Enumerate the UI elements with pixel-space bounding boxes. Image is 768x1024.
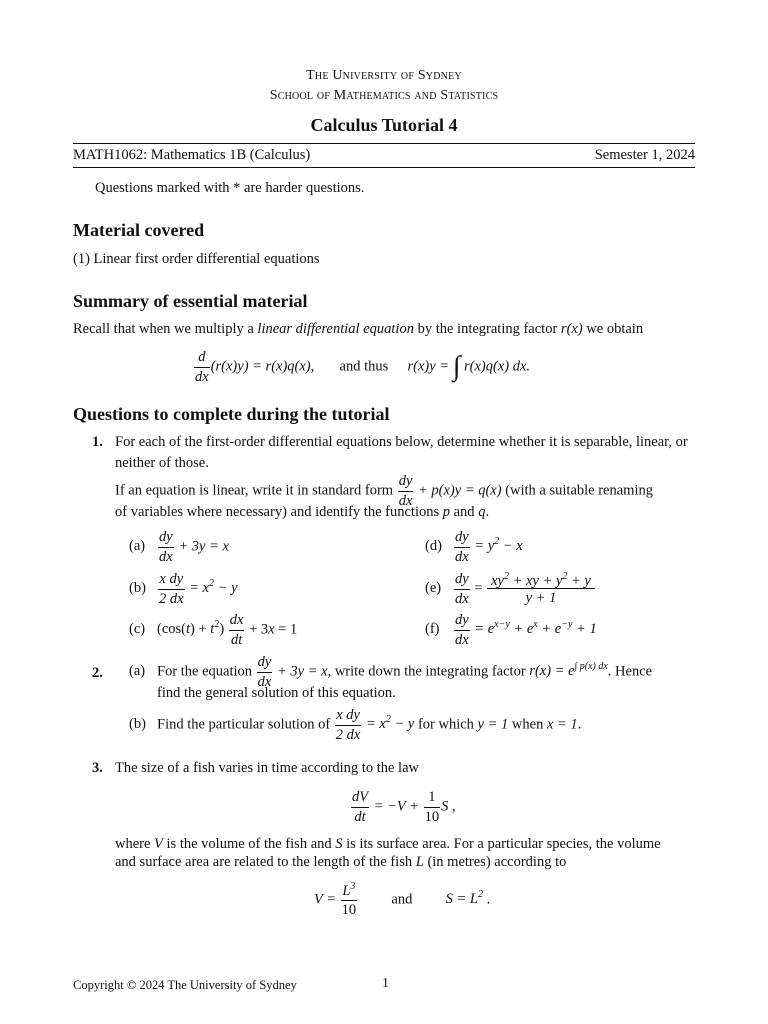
- school-name: School of Mathematics and Statistics: [269, 88, 499, 103]
- page-title: Calculus Tutorial 4: [310, 115, 458, 135]
- q1-part-c: (c) $(\cos(t) + t^2)$ $\frac{dx}{dt}$ + 3x = 1: [129, 612, 298, 648]
- question-1-identify: [115, 502, 697, 523]
- q3-growth-law: $\frac{dV}{dt}$ = −V + $\frac{1}{10}$ S ,: [352, 789, 456, 825]
- q1-part-f: (f) $\frac{dy}{dx}$ = $e^{x-y} + e^x + e^{-y} + 1$: [425, 612, 597, 648]
- q2-b-before: Find the particular solution of: [157, 716, 334, 733]
- question-3-number: 3.: [92, 760, 103, 776]
- page-number: 1: [382, 976, 389, 991]
- q3-and: and: [391, 891, 413, 908]
- question-2-number: 2.: [92, 665, 103, 681]
- q1-part-d: (d) $\frac{dy}{dx}$ = $y^2 - x$: [425, 529, 523, 565]
- q3-line2-b: is the volume of the fish and: [162, 836, 336, 852]
- q3-line2-a: where: [115, 836, 155, 852]
- university-name: The University of Sydney: [306, 68, 462, 83]
- q1-standard-after: (with a suitable renaming: [501, 482, 653, 499]
- summary-intro-before: Recall that when we multiply a: [73, 321, 258, 337]
- d-dx-fraction: $\frac{d}{dx}$: [195, 349, 209, 385]
- questions-heading: Questions to complete during the tutorial: [73, 404, 390, 424]
- q1-part-b: (b) $\frac{\text{x dy}}{2 dx}$ = $x^2 - y$: [129, 571, 238, 607]
- q1-and: and: [450, 504, 479, 520]
- q2-a-after: . Hence: [607, 663, 653, 680]
- question-1-standard-form: If an equation is linear, write it in standard form $\frac{dy}{dx}$ + p(x)y = q(x) (with a suitable renaming: [115, 473, 653, 509]
- question-3-intro: The size of a fish varies in time according to the law: [115, 760, 419, 776]
- question-3-line3: [115, 852, 697, 873]
- material-item: (1) Linear first order differential equations: [73, 251, 320, 267]
- summary-intro-var: r(x): [560, 321, 583, 337]
- integral-sign: ∫: [452, 351, 461, 382]
- q1-part-e-label: (e): [425, 580, 442, 597]
- q2-part-b: (b) Find the particular solution of $\frac{\text{x dy}}{2 dx}$ = $x^2 - y$ for which y = 1 when x = 1.: [129, 707, 582, 743]
- q3-S: S: [335, 836, 343, 852]
- course-row: [73, 147, 695, 164]
- q3-line3-b: (in metres) according to: [423, 854, 567, 870]
- q2-b-cond2: x = 1: [546, 716, 578, 733]
- summary-intro-emph: linear differential equation: [257, 321, 414, 337]
- q1-standard-before: If an equation is linear, write it in standard form: [115, 482, 397, 499]
- q1-part-e: (e) $\frac{dy}{dx}$ = $\frac{xy^2 + xy + y^2 + y}{y + 1}$: [425, 572, 596, 606]
- q1-p: p: [442, 504, 450, 520]
- q1-part-a: (a) $\frac{dy}{dx}$ + 3y = x: [129, 529, 229, 565]
- q1-period: .: [485, 504, 490, 520]
- q2-b-when: when: [508, 716, 547, 733]
- semester: Semester 1, 2024: [594, 147, 695, 163]
- q2-b-after: for which: [414, 716, 478, 733]
- q1-identify-text: of variables where necessary) and identify the functions: [115, 504, 443, 520]
- q1-part-c-label: (c): [129, 621, 146, 638]
- q1-part-f-label: (f): [425, 621, 440, 638]
- q2-part-a-line2: find the general solution of this equation.: [157, 685, 396, 701]
- q2-b-end: .: [577, 716, 582, 733]
- q1-part-a-label: (a): [129, 538, 146, 555]
- question-1-number: 1.: [92, 434, 103, 450]
- harder-note: Questions marked with * are harder questions.: [95, 180, 365, 196]
- q1-q: q: [478, 504, 486, 520]
- q3-L: L: [415, 854, 424, 870]
- q2-part-b-label: (b): [129, 716, 146, 733]
- summary-intro-end: we obtain: [582, 321, 644, 337]
- q3-relations: V = $\frac{L^3}{10}$ and $S = L^2$ .: [314, 881, 491, 919]
- q2-b-cond1: y = 1: [477, 716, 509, 733]
- q2-part-a: (a) For the equation $\frac{dy}{dx}$ + 3y = x, write down the integrating factor $r(x) = e^{\int p(x) dx}$. Hence: [129, 654, 653, 690]
- q2-part-a-label: (a): [129, 663, 146, 680]
- q3-line2-c: is its surface area. For a particular species, the volume: [342, 836, 661, 852]
- q1-part-d-label: (d): [425, 538, 442, 555]
- header-rule-top: [73, 143, 695, 144]
- summary-intro-after: by the integrating factor: [413, 321, 561, 337]
- question-1-text: For each of the first-order differential equations below, determine whether it is separable, linear, or neither of those.: [115, 434, 688, 471]
- summary-intro: [73, 321, 643, 338]
- course-name: MATH1062: Mathematics 1B (Calculus): [73, 147, 311, 163]
- q1-part-b-label: (b): [129, 580, 146, 597]
- summary-equation: $\frac{d}{dx}$ (r(x)y) = r(x)q(x), and thus r(x)y = ∫ r(x)q(x) dx.: [195, 349, 531, 385]
- material-heading: Material covered: [73, 220, 205, 240]
- q2-a-mid: , write down the integrating factor: [327, 663, 530, 680]
- summary-heading: Summary of essential material: [73, 291, 308, 311]
- and-thus-text: and thus: [339, 358, 389, 375]
- dy-dx-fraction: $\frac{dy}{dx}$: [398, 473, 413, 509]
- q3-line3-a: and surface area are related to the length of the fish: [115, 854, 416, 870]
- q2-a-before: For the equation: [157, 663, 256, 680]
- copyright: Copyright © 2024 The University of Sydney: [73, 978, 297, 992]
- q3-V: V: [154, 836, 163, 852]
- header-rule-bottom: [73, 167, 695, 168]
